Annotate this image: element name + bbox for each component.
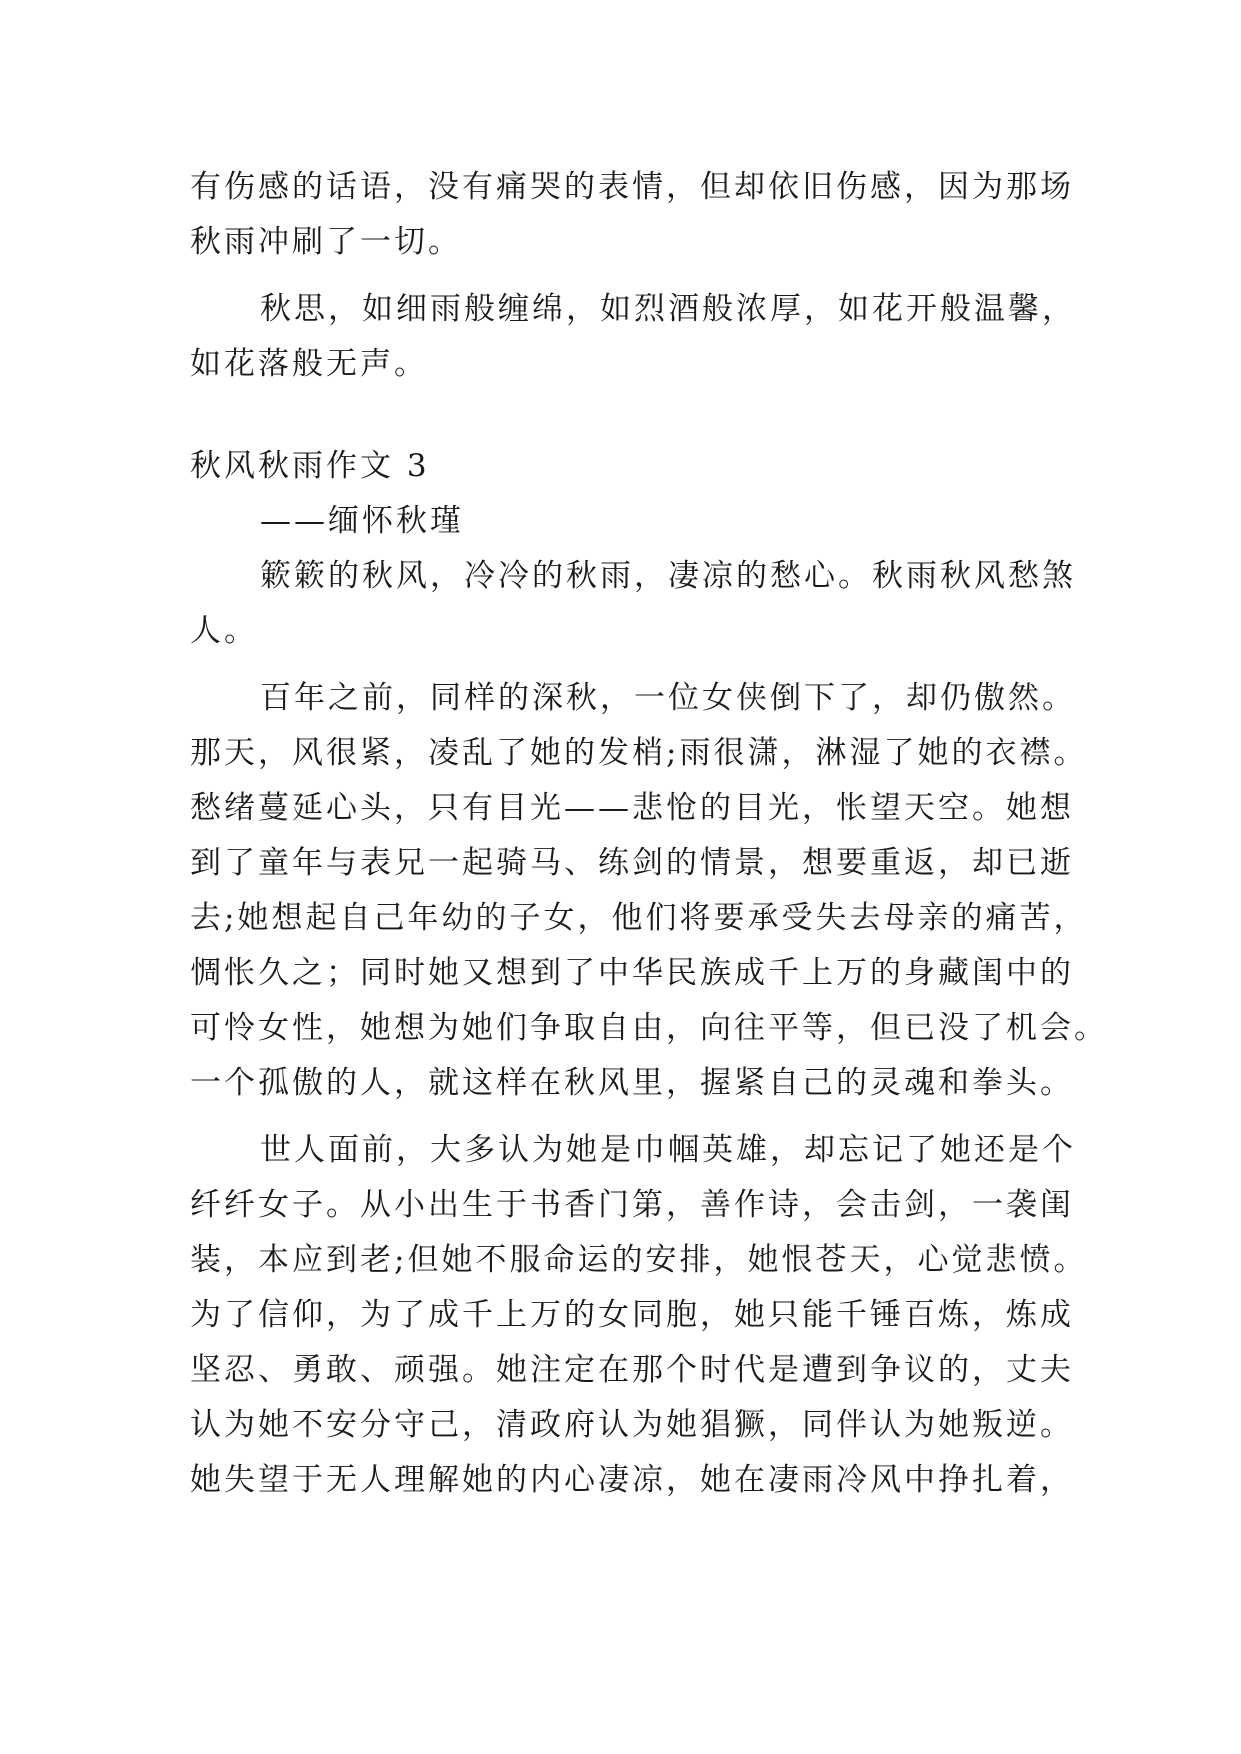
text-line: 人。	[190, 613, 258, 649]
document-page	[190, 160, 1108, 1508]
text-line: 一个孤傲的人，就这样在秋风里，握紧自己的灵魂和拳头。	[190, 1065, 1074, 1101]
text-line: 认为她不安分守己，清政府认为她猖獗，同伴认为她叛逆。	[190, 1407, 1074, 1443]
paragraph-3	[190, 549, 1076, 659]
text-line: 可怜女性，她想为她们争取自由，向往平等，但已没了机会。	[190, 1010, 1108, 1046]
subtitle: ——缅怀秋瑾	[260, 503, 464, 539]
text-line: 惆怅久之；同时她又想到了中华民族成千上万的身藏闺中的	[190, 955, 1074, 991]
text-line: 为了信仰，为了成千上万的女同胞，她只能千锤百炼，炼成	[190, 1297, 1074, 1333]
paragraph-5	[190, 1123, 1088, 1508]
text-line: 秋思，如细雨般缠绵，如烈酒般浓厚，如花开般温馨，	[260, 291, 1076, 327]
text-line: 坚忍、勇敢、顽强。她注定在那个时代是遭到争议的，丈夫	[190, 1352, 1074, 1388]
text-line: 装，本应到老;但她不服命运的安排，她恨苍天，心觉悲愤。	[190, 1242, 1088, 1278]
paragraph-2	[190, 282, 1076, 392]
text-line: 世人面前，大多认为她是巾帼英雄，却忘记了她还是个	[260, 1132, 1076, 1168]
text-line: 百年之前，同样的深秋，一位女侠倒下了，却仍傲然。	[260, 680, 1076, 716]
text-line: 她失望于无人理解她的内心凄凉，她在凄雨冷风中挣扎着，	[190, 1462, 1074, 1498]
paragraph-4	[190, 671, 1108, 1111]
text-line: 如花落般无声。	[190, 346, 428, 382]
text-line: 到了童年与表兄一起骑马、练剑的情景，想要重返，却已逝	[190, 845, 1074, 881]
text-line: 那天，风很紧，凌乱了她的发梢;雨很潇，淋湿了她的衣襟。	[190, 735, 1088, 771]
text-line: 愁绪蔓延心头，只有目光——悲怆的目光，怅望天空。她想	[190, 790, 1074, 826]
section-title: 秋风秋雨作文 3	[190, 448, 430, 484]
text-line: 簌簌的秋风，冷冷的秋雨，凄凉的愁心。秋雨秋风愁煞	[260, 558, 1076, 594]
text-line: 有伤感的话语，没有痛哭的表情，但却依旧伤感，因为那场	[190, 169, 1074, 205]
text-line: 秋雨冲刷了一切。	[190, 224, 462, 260]
text-line: 纤纤女子。从小出生于书香门第，善作诗，会击剑，一袭闺	[190, 1187, 1074, 1223]
paragraph-1	[190, 160, 1074, 270]
text-line: 去;她想起自己年幼的子女，他们将要承受失去母亲的痛苦，	[190, 900, 1088, 936]
